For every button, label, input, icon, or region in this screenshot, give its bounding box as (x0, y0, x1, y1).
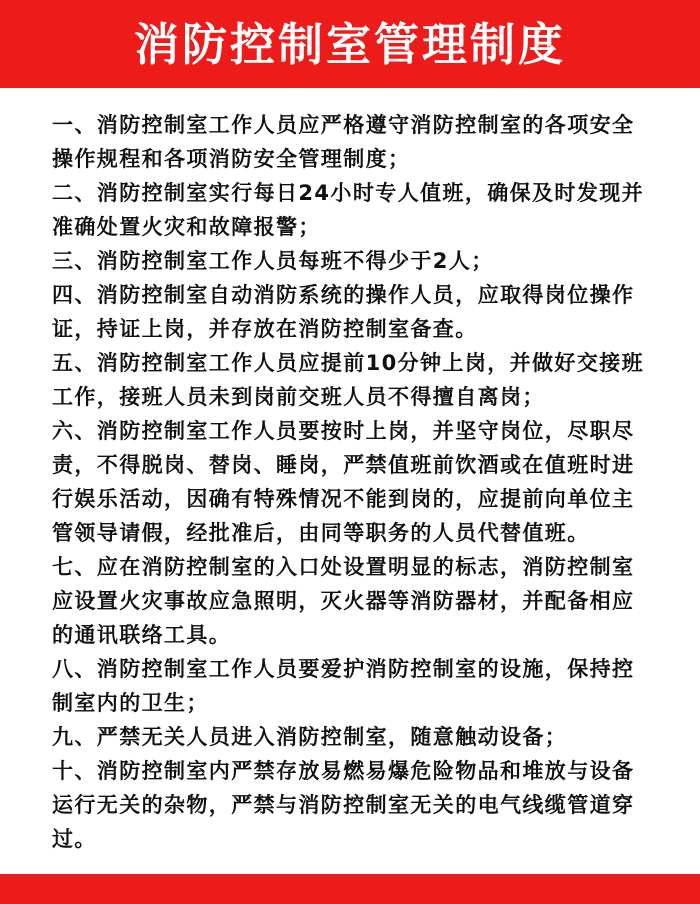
rule-item-6: 六、消防控制室工作人员要按时上岗，并坚守岗位，尽职尽责，不得脱岗、替岗、睡岗，严禁值班前饮酒或在值班时进行娱乐活动，因确有特殊情况不能到岗的，应提前向单位主管领导请假，经批准后，由同等职务的人员代替值班。 (52, 419, 635, 545)
title-banner (0, 0, 700, 88)
rule-item-3: 三、消防控制室工作人员每班不得少于2人； (52, 249, 494, 273)
rule-item-5: 五、消防控制室工作人员应提前10分钟上岗，并做好交接班工作，接班人员未到岗前交班人员不得擅自离岗； (52, 351, 645, 409)
rule-item-2: 二、消防控制室实行每日24小时专人值班，确保及时发现并准确处置火灾和故障报警； (52, 181, 645, 239)
rule-item-9: 九、严禁无关人员进入消防控制室，随意触动设备； (52, 725, 568, 749)
footer-bar (0, 874, 700, 904)
rule-item-1: 一、消防控制室工作人员应严格遵守消防控制室的各项安全操作规程和各项消防安全管理制度； (52, 113, 635, 171)
rule-item-10: 十、消防控制室内严禁存放易燃易爆危险物品和堆放与设备运行无关的杂物，严禁与消防控制室无关的电气线缆管道穿过。 (52, 759, 635, 851)
rules-list (52, 108, 652, 856)
page-title: 消防控制室管理制度 (133, 17, 566, 71)
rule-item-8: 八、消防控制室工作人员要爱护消防控制室的设施，保持控制室内的卫生； (52, 657, 635, 715)
rule-item-7: 七、应在消防控制室的入口处设置明显的标志，消防控制室应设置火灾事故应急照明，灭火器等消防器材，并配备相应的通讯联络工具。 (52, 555, 635, 647)
rule-item-4: 四、消防控制室自动消防系统的操作人员，应取得岗位操作证，持证上岗，并存放在消防控制室备查。 (52, 283, 635, 341)
